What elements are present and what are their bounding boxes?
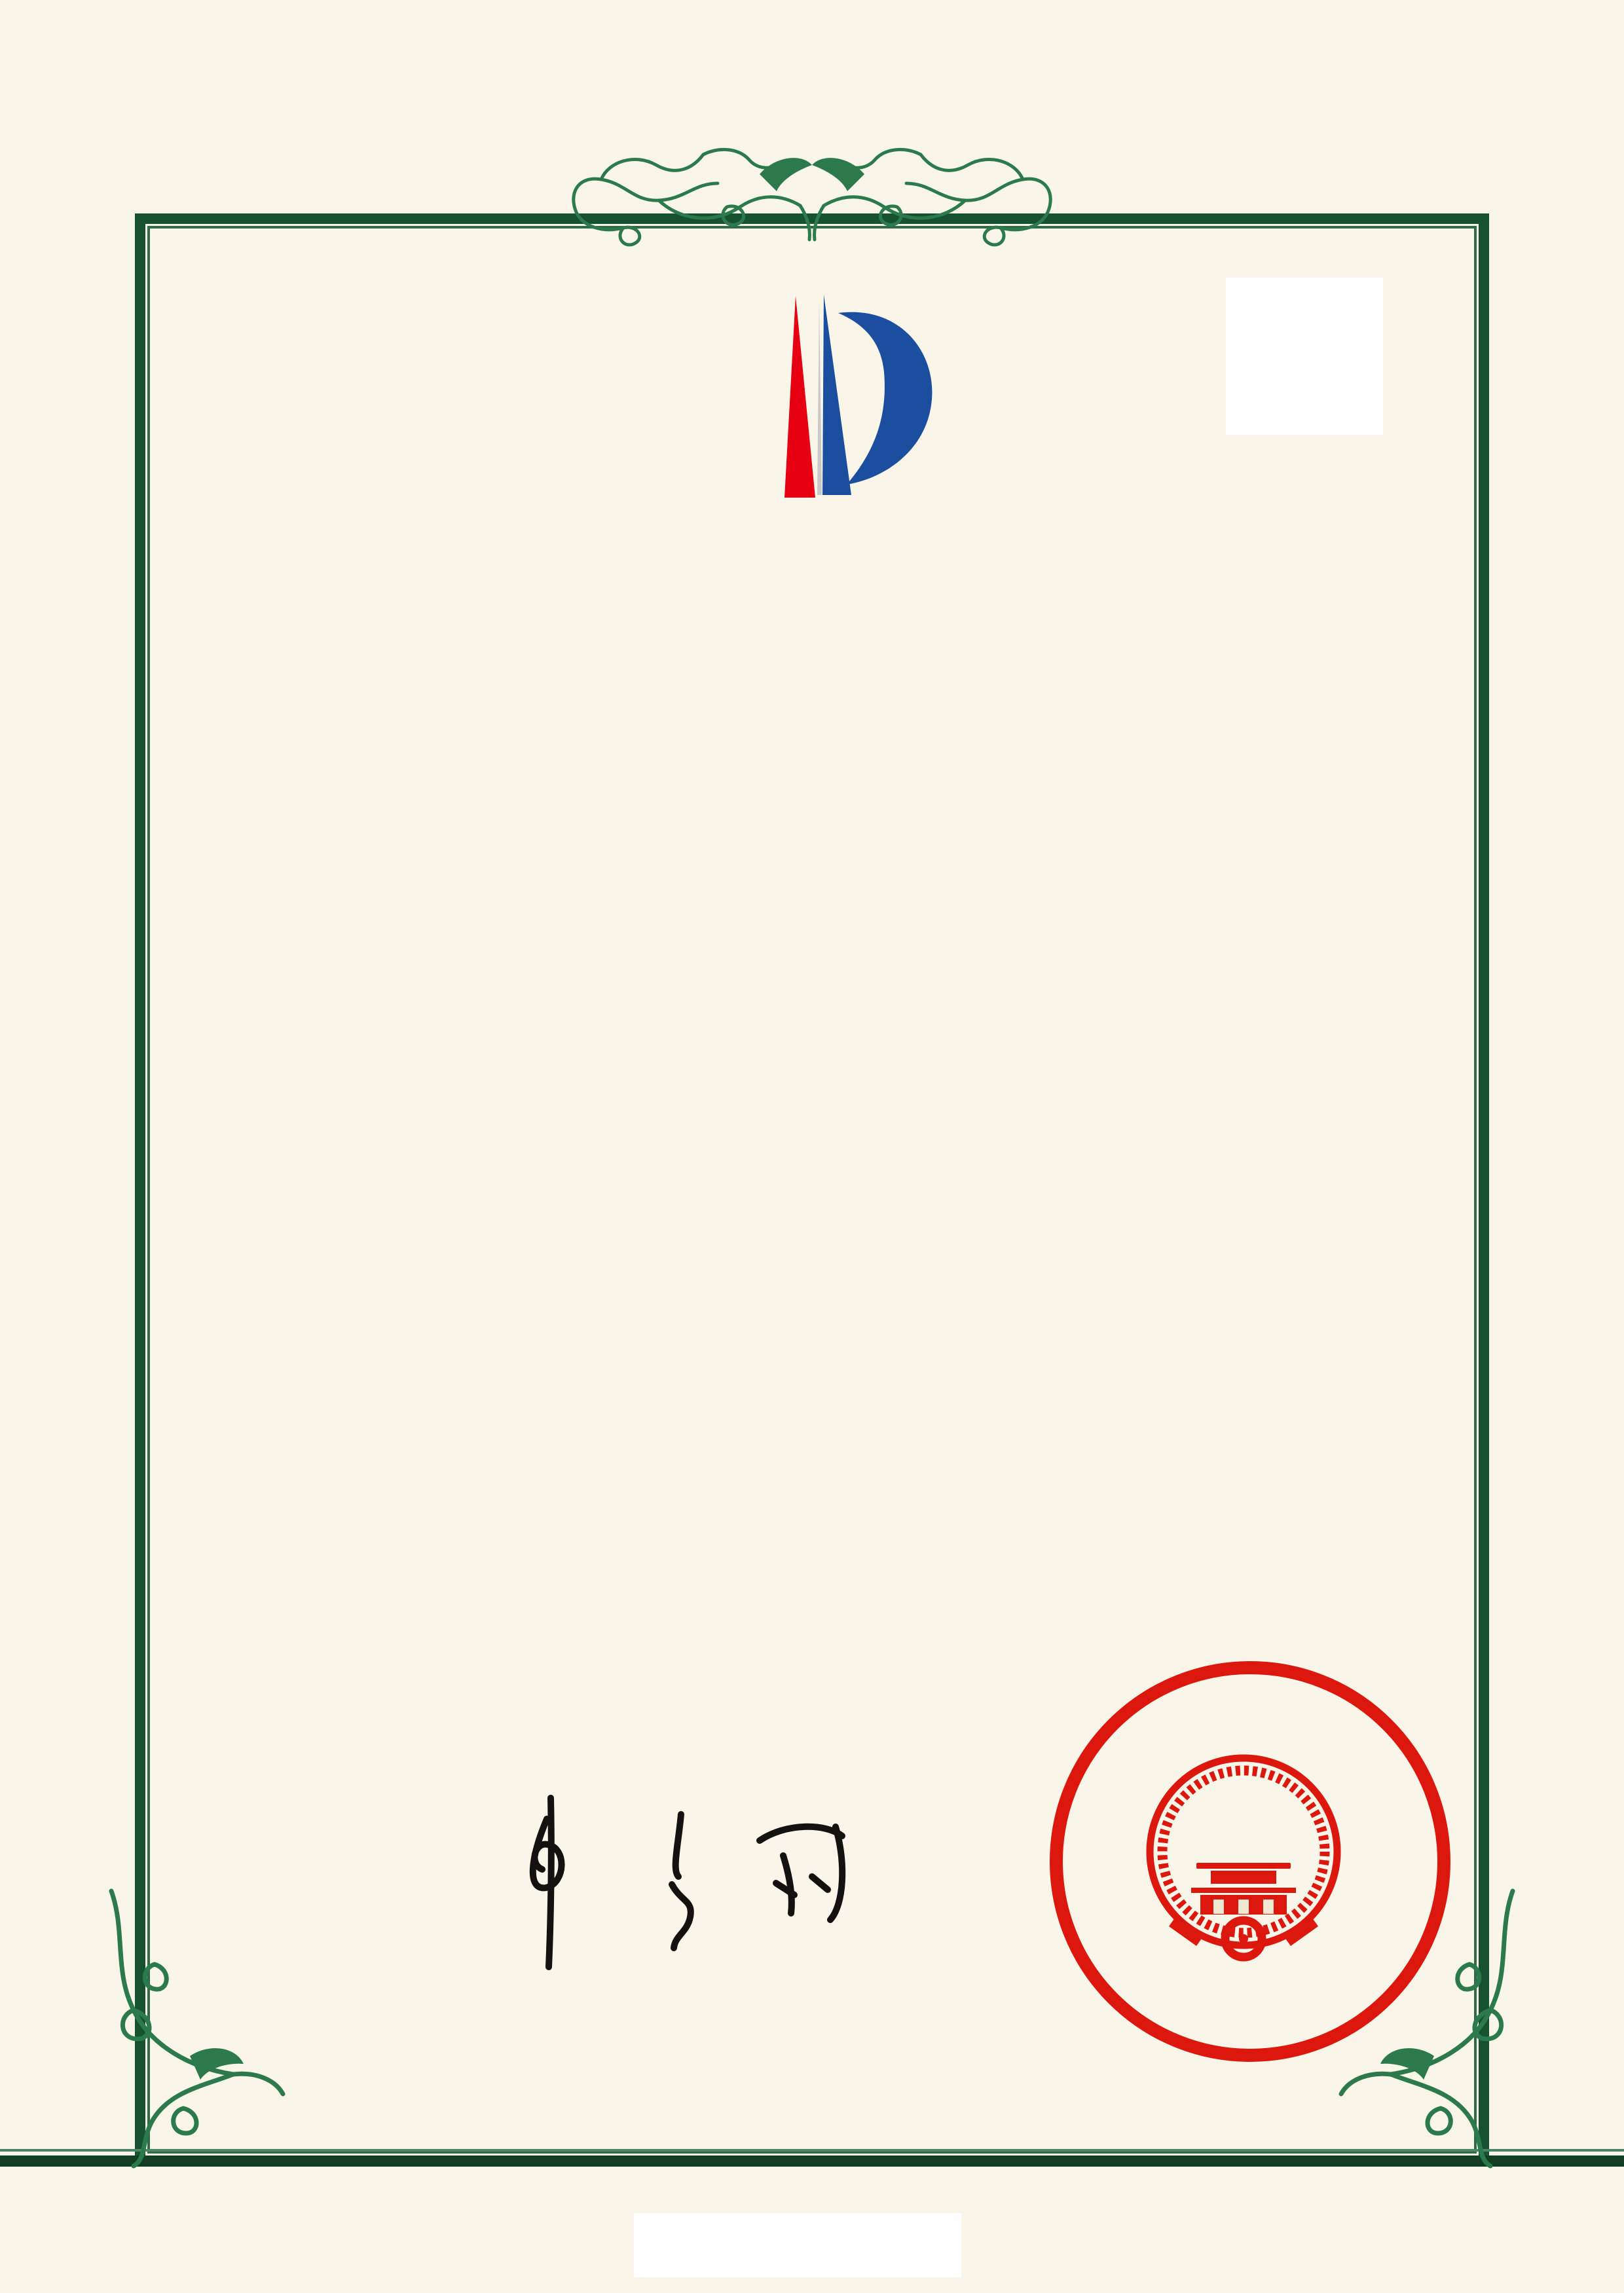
signature-script	[485, 1778, 851, 1981]
field-row-filing-date	[213, 1046, 415, 1082]
field-row-address	[213, 1194, 415, 1230]
body-paragraphs	[231, 1329, 1393, 1338]
official-seal	[1047, 1659, 1453, 2064]
field-row-patent-number	[213, 917, 415, 952]
logo-p-bowl	[838, 312, 932, 485]
logo-gray-sliver	[817, 300, 822, 495]
field-pair-grant-number	[823, 1296, 836, 1332]
field-row-patentee	[213, 1113, 415, 1148]
national-emblem	[1150, 1758, 1337, 1957]
continuation-note	[634, 2213, 961, 2277]
dragon-ornament	[563, 128, 1061, 266]
field-row-inventor	[213, 786, 415, 821]
field-row-name	[213, 695, 415, 731]
logo-red-spike	[784, 296, 815, 498]
seal-ring	[1056, 1668, 1444, 2055]
cnipa-logo	[691, 287, 940, 503]
barcode	[234, 1689, 653, 1735]
qr-code	[1226, 278, 1383, 435]
field-row-grant	[213, 1296, 1411, 1332]
corner-flourish-left	[92, 1886, 308, 2180]
logo-blue-spike	[822, 295, 851, 495]
